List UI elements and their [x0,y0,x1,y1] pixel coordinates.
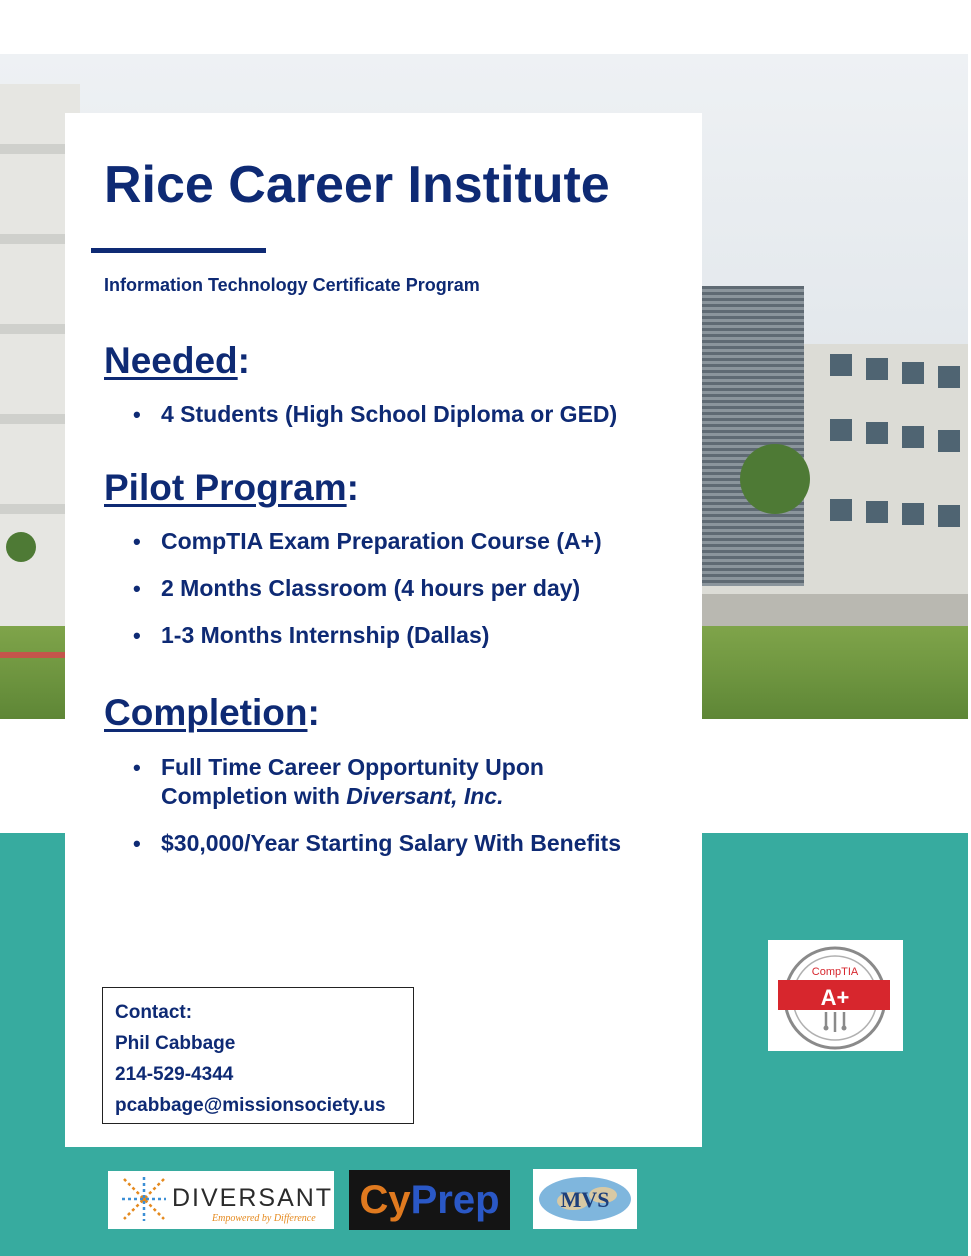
diversant-logo [108,1171,334,1229]
contact-name: Phil Cabbage [115,1033,236,1054]
comptia-badge-icon [768,940,903,1051]
company-name: Diversant, Inc. [346,783,504,809]
contact-label: Contact: [115,1002,193,1023]
subtitle: Information Technology Certificate Program [104,275,480,295]
cyprep-cy: Cy [359,1178,411,1222]
cyprep-prep: Prep [410,1178,500,1222]
page-title: Rice Career Institute [104,156,610,214]
pilot-list [133,527,602,650]
contact-phone[interactable]: 214-529-4344 [115,1064,234,1085]
comptia-brand-text: CompTIA [811,966,859,978]
curb [0,652,66,658]
diversant-name: DIVERSANT [172,1184,334,1212]
completion-list [133,753,621,858]
list-item: • 1-3 Months Internship (Dallas) [133,621,602,650]
needed-list [133,400,617,429]
comptia-cert-text: A+ [820,985,850,1010]
list-item: • 2 Months Classroom (4 hours per day) [133,574,602,603]
contact-email[interactable]: pcabbage@missionsociety.us [115,1095,386,1116]
title-rule [91,248,266,253]
heading-needed: Needed: [104,340,250,381]
heading-pilot-program: Pilot Program: [104,467,359,508]
list-item: • CompTIA Exam Preparation Course (A+) [133,527,602,556]
road [700,594,968,626]
diversant-star-icon [122,1177,166,1221]
diversant-tagline: Empowered by Difference [212,1213,316,1224]
heading-completion: Completion: [104,692,320,733]
mvs-text: MVS [560,1187,610,1212]
heading-needed-text: Needed [104,340,238,381]
list-item: • $30,000/Year Starting Salary With Benefits [133,829,621,858]
cyprep-logo [349,1170,510,1230]
contact-box [102,987,414,1124]
heading-completion-text: Completion [104,692,308,733]
list-item: • 4 Students (High School Diploma or GED) [133,400,617,429]
mission-society-logo [533,1169,637,1229]
building-louver [700,286,804,586]
heading-pilot-text: Pilot Program [104,467,347,508]
comptia-a-plus-badge [768,940,903,1051]
list-item: • Full Time Career Opportunity Upon Completion with Diversant, Inc. [133,753,621,811]
